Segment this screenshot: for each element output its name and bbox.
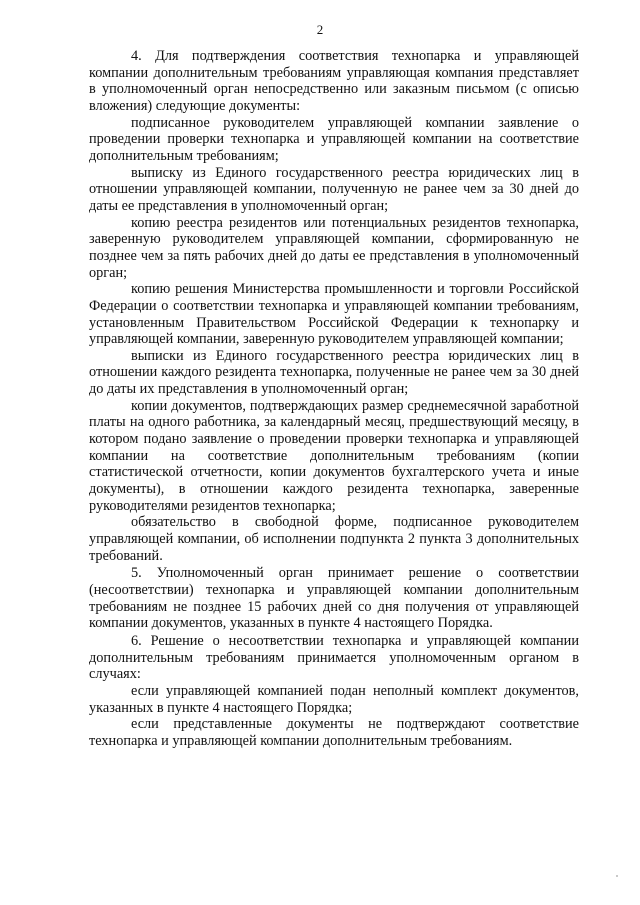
list-item-incomplete-set: если управляющей компанией подан неполный комплект документов, указанных в пункте 4 настоящего Порядка; [89, 682, 579, 716]
paragraph-6: 6. Решение о несоответствии технопарка и управляющей компании дополнительным требованиям принимается уполномоченным органом в случаях: [89, 632, 579, 683]
page-number: 2 [316, 22, 324, 37]
paragraph-5: 5. Уполномоченный орган принимает решение о соответствии (несоответствии) технопарка и управляющей компании дополнительным требованиям не позднее 15 рабочих дней со дня получения от управляющей компании документов, указанных в пункте 4 настоящего Порядка. [89, 565, 579, 632]
list-item-obligation: обязательство в свободной форме, подписанное руководителем управляющей компании, об исполнении подпункта 2 пункта 3 дополнительных требований. [89, 514, 579, 564]
list-item-not-confirmed: если представленные документы не подтверждают соответствие технопарка и управляющей компании дополнительным требованиям. [89, 716, 579, 749]
list-item-extract-residents: выписки из Единого государственного реестра юридических лиц в отношении каждого резидента технопарка, полученные не ранее чем за 30 дней до даты их представления в уполномоченный орган; [89, 347, 579, 398]
scan-speck [616, 875, 618, 877]
list-item-residents-register: копию реестра резидентов или потенциальных резидентов технопарка, заверенную руководителем управляющей компании, сформированную не позднее чем за пять рабочих дней до даты ее представления в уполномоченный орган; [89, 214, 579, 281]
document-body [89, 48, 579, 750]
paragraph-4: 4. Для подтверждения соответствия технопарка и управляющей компании дополнительным требованиям управляющая компания представляет в уполномоченный орган непосредственно или заказным письмом (с описью вложения) следующие документы: [89, 48, 579, 114]
list-item-ministry-decision: копию решения Министерства промышленности и торговли Российской Федерации о соответствии технопарка и управляющей компании требованиям, установленным Правительством Российской Федерации к технопарку и управляющей компании, заверенную руководителем управляющей компании; [89, 281, 579, 348]
list-item-application: подписанное руководителем управляющей компании заявление о проведении проверки технопарка и управляющей компании на соответствие дополнительным требованиям; [89, 114, 579, 164]
list-item-salary-documents: копии документов, подтверждающих размер среднемесячной заработной платы на одного работника, за календарный месяц, предшествующий месяцу, в котором подано заявление о проведении проверки технопарка и управляющей компании на соответствие дополнительным требованиям (копии статистической отчетности, копии документов бухгалтерского учета и иные документы), в отношении каждого резидента технопарка, заверенные руководителями резидентов технопарка; [89, 397, 579, 514]
list-item-extract-company: выписку из Единого государственного реестра юридических лиц в отношении управляющей компании, полученную не ранее чем за 30 дней до даты ее представления в уполномоченный орган; [89, 164, 579, 214]
